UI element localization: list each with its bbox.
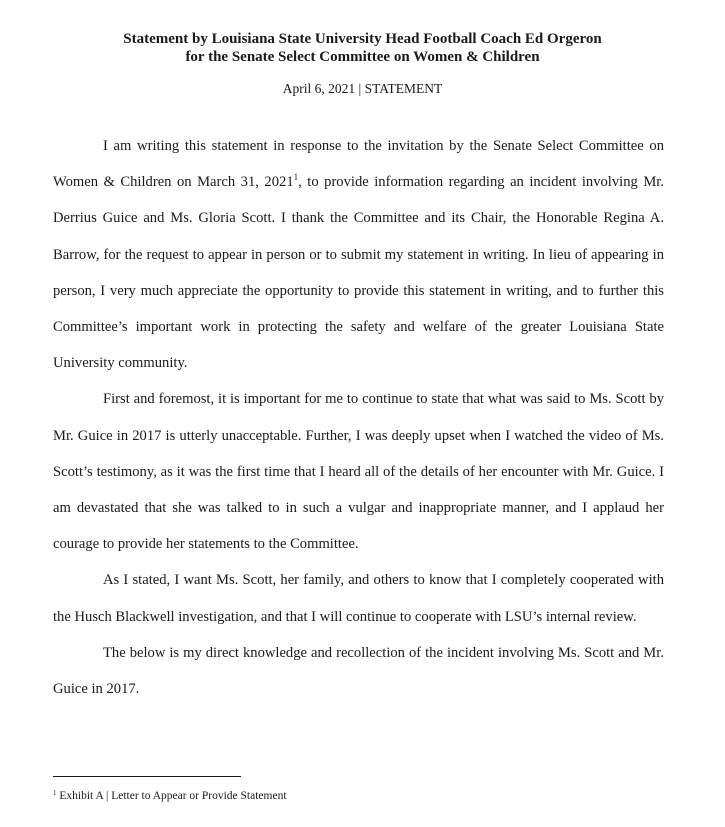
statement-body <box>53 128 664 707</box>
paragraph-1 <box>53 128 664 381</box>
paragraph-2: First and foremost, it is important for me to continue to state that what was said to Ms. Scott by Mr. Guice in 2017 is utterly unacceptable. Further, I was deeply upset when I watched the video of Ms. Scott’s testimony, as it was the first time that I heard all of the details of her encounter with Mr. Guice. I am devastated that she was talked to in such a vulgar and inappropriate manner, and I applaud her courage to provide her statements to the Committee. <box>53 391 664 553</box>
paragraph-1-text-b: , to provide information regarding an incident involving Mr. Derrius Guice and Ms. Gloria Scott. I thank the Committee and its Chair, the Honorable Regina A. Barrow, for the request to appear in person or to submit my statement in writing. In lieu of appearing in person, I very much appreciate the opportunity to provide this statement in writing, and to further this Committee’s important work in protecting the safety and welfare of the greater Louisiana State University community. <box>53 174 664 372</box>
paragraph-3: As I stated, I want Ms. Scott, her family, and others to know that I completely cooperated with the Husch Blackwell investigation, and that I will continue to cooperate with LSU’s internal review. <box>53 572 664 625</box>
footnote-number: 1 <box>53 789 57 797</box>
dateline: April 6, 2021 | STATEMENT <box>282 81 443 96</box>
paragraph-4: The below is my direct knowledge and recollection of the incident involving Ms. Scott and Mr. Guice in 2017. <box>53 644 664 698</box>
paragraph-1-text-a: I am writing this statement in response to the invitation by the Senate Select Committee on Women & Children on March 31, 2021 <box>53 138 664 191</box>
footnote-text: Exhibit A | Letter to Appear or Provide Statement <box>59 790 287 802</box>
footnote <box>53 789 287 803</box>
title-line-1: Statement by Louisiana State University Head Football Coach Ed Orgeron <box>123 31 602 47</box>
document-title <box>0 30 725 66</box>
footnote-reference: 1 <box>293 172 299 183</box>
footnote-divider <box>53 776 241 777</box>
title-line-2: for the Senate Select Committee on Women & Children <box>185 49 540 65</box>
